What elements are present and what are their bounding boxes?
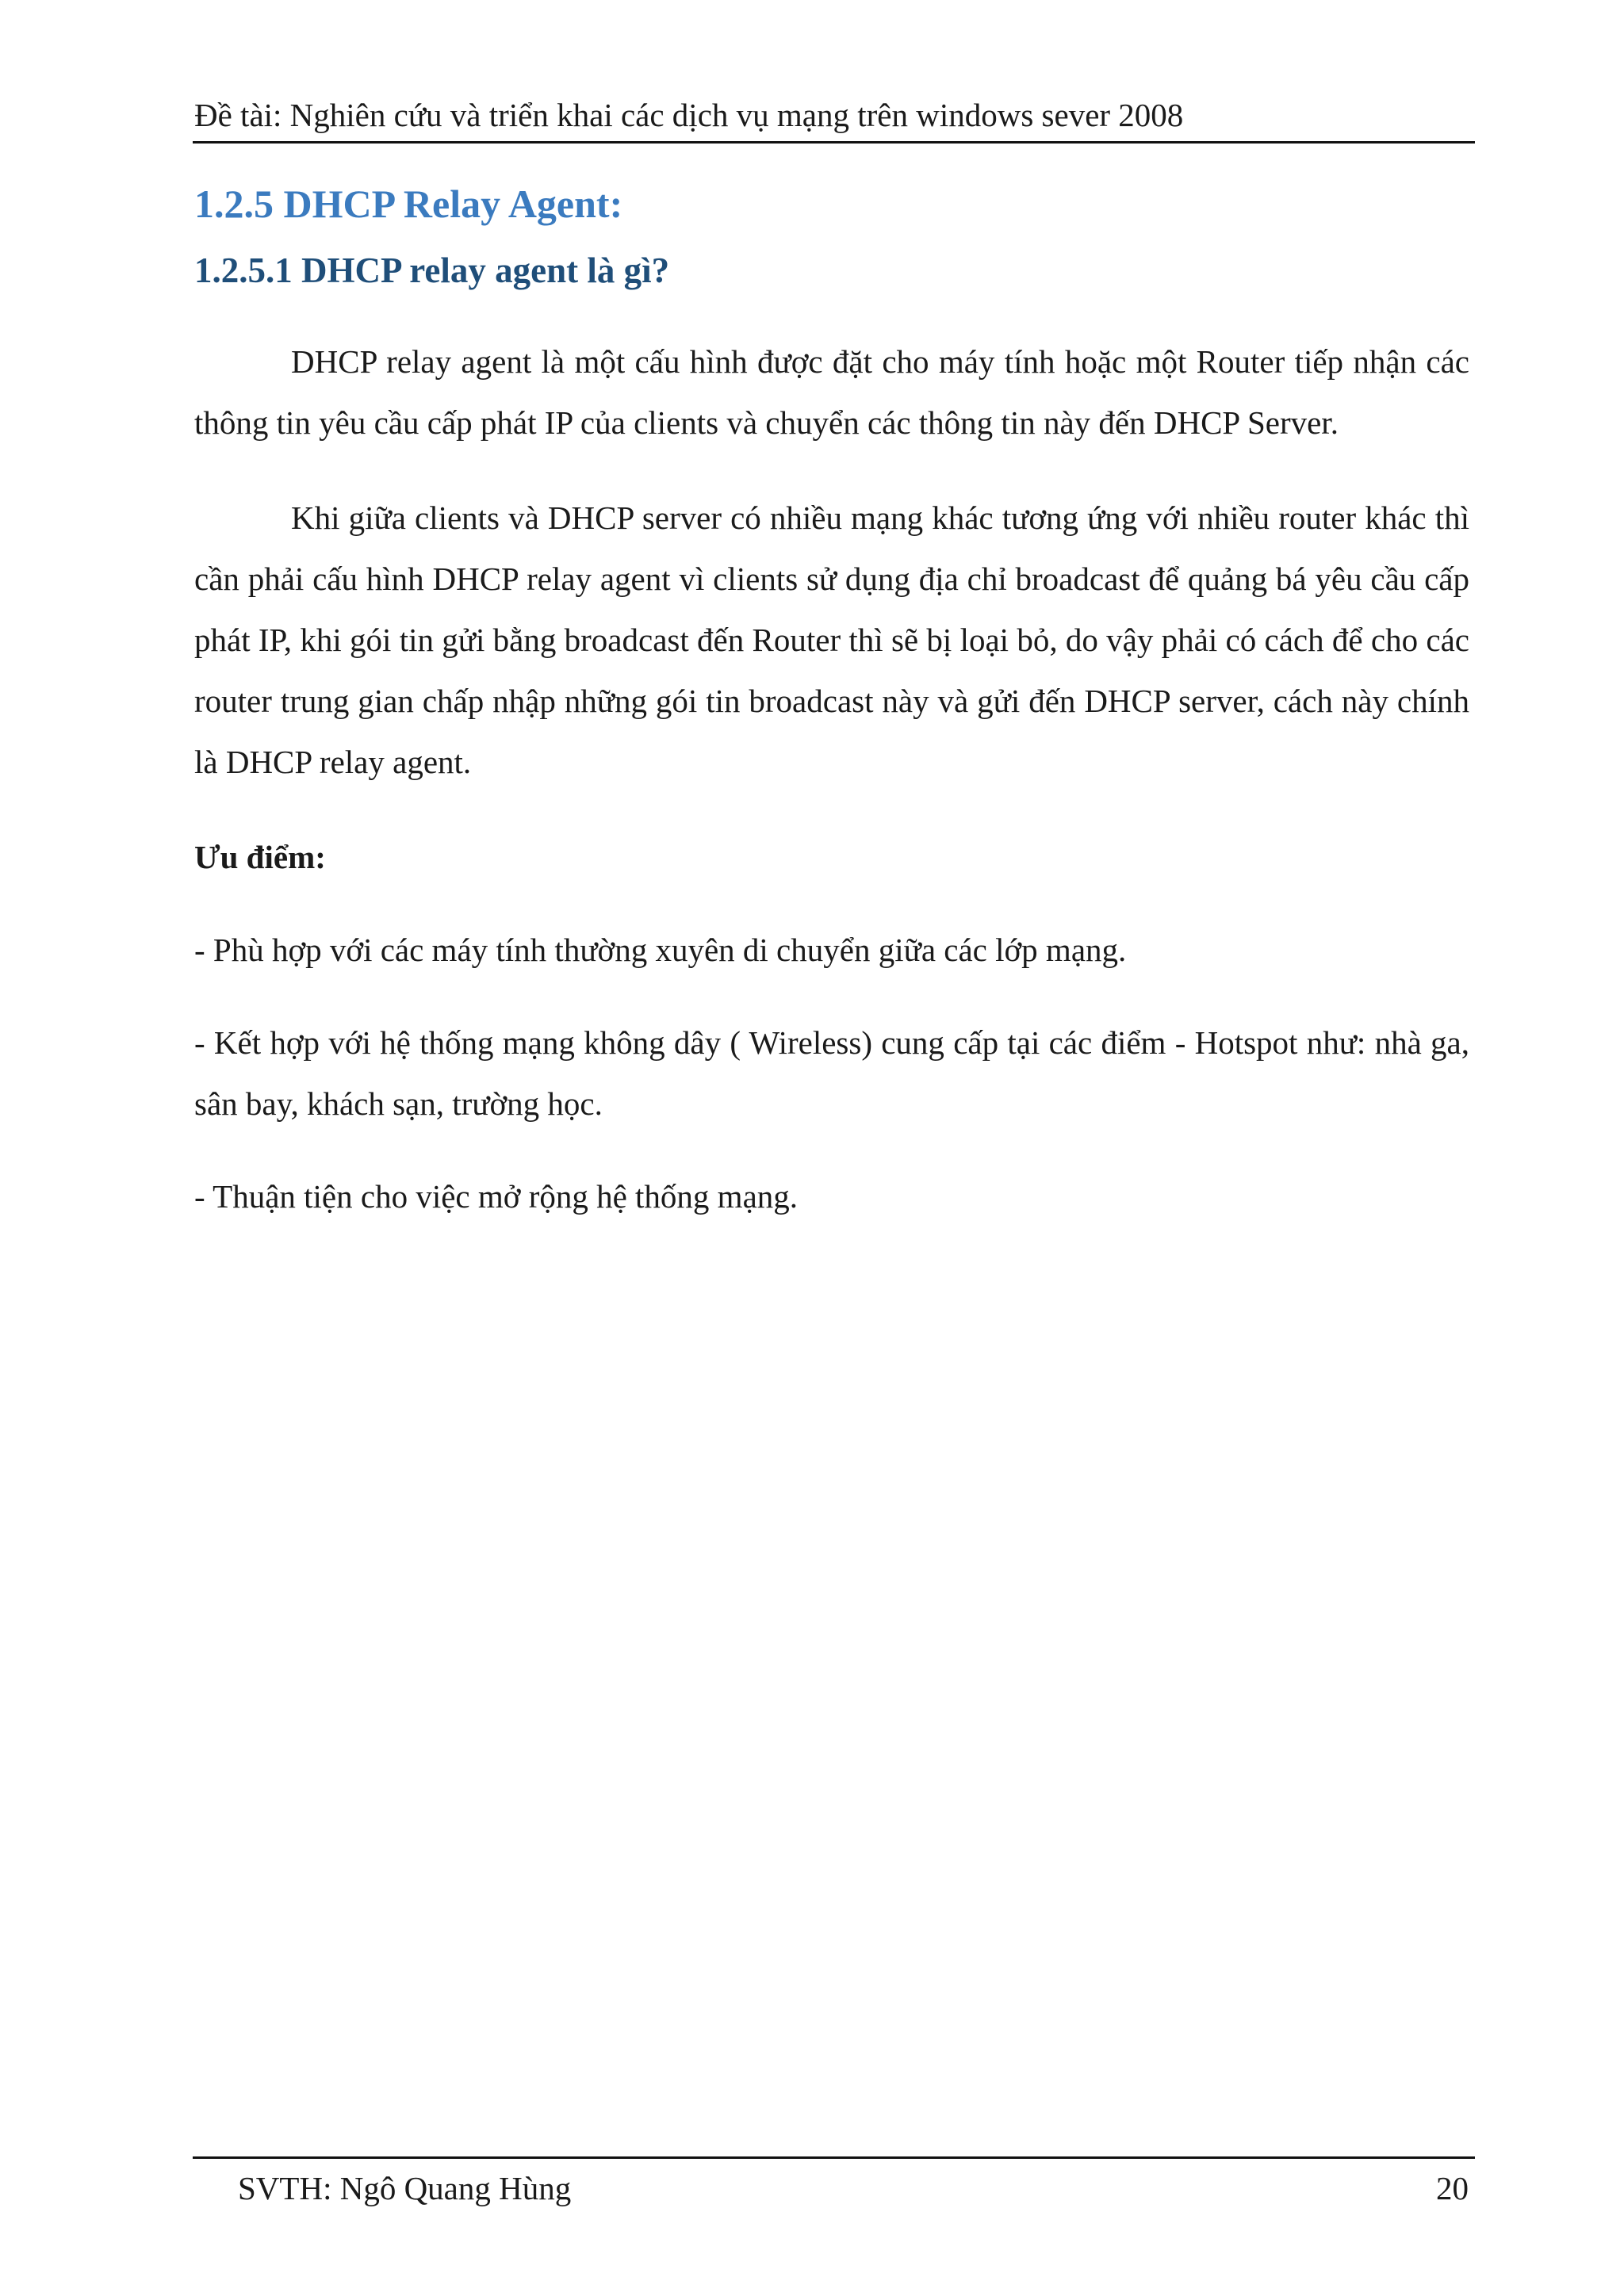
page-header (193, 94, 1475, 144)
paragraph-definition: DHCP relay agent là một cấu hình được đặt cho máy tính hoặc một Router tiếp nhận các thông tin yêu cầu cấp phát IP của clients và chuyển các thông tin này đến DHCP Server. (194, 343, 1469, 441)
page-content (194, 176, 1469, 1259)
advantages-label: Ưu điểm: (194, 839, 326, 875)
paragraph-explanation: Khi giữa clients và DHCP server có nhiều mạng khác tương ứng với nhiều router khác thì cần phải cấu hình DHCP relay agent vì clients sử dụng địa chỉ broadcast để quảng bá yêu cầu cấp phát IP, khi gói tin gửi bằng broadcast đến Router thì sẽ bị loại bỏ, do vậy phải có cách để cho các router trung gian chấp nhập những gói tin broadcast này và gửi đến DHCP server, cách này chính là DHCP relay agent. (194, 499, 1469, 780)
advantage-item: - Kết hợp với hệ thống mạng không dây ( Wireless) cung cấp tại các điểm - Hotspot như: nhà ga, sân bay, khách sạn, trường học. (194, 1024, 1469, 1122)
advantage-item: - Thuận tiện cho việc mở rộng hệ thống mạng. (194, 1178, 799, 1215)
section-heading: 1.2.5 DHCP Relay Agent: (194, 182, 623, 226)
header-title: Đề tài: Nghiên cứu và triển khai các dịch vụ mạng trên windows sever 2008 (194, 97, 1184, 133)
page-footer (193, 2156, 1475, 2214)
subsection-heading: 1.2.5.1 DHCP relay agent là gì? (194, 251, 670, 290)
advantage-item: - Phù hợp với các máy tính thường xuyên di chuyển giữa các lớp mạng. (194, 932, 1127, 968)
page-number: 20 (1436, 2170, 1469, 2206)
footer-author: SVTH: Ngô Quang Hùng (238, 2170, 572, 2206)
